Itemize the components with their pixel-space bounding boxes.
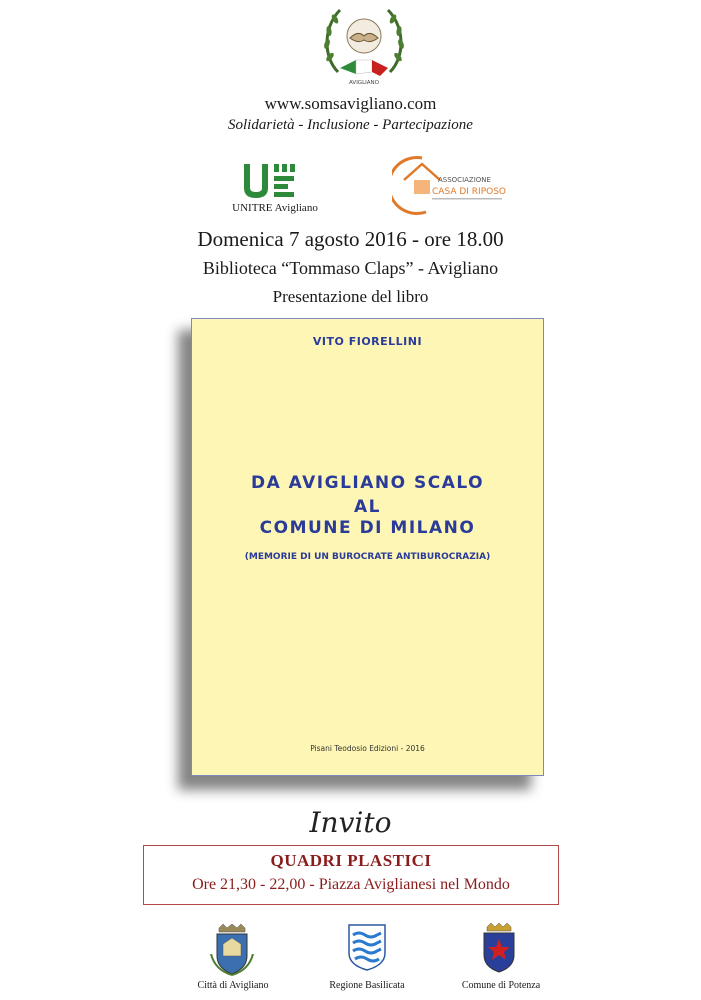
casa-di-riposo-logo-icon — [392, 150, 522, 218]
book-title-line: COMUNE DI MILANO — [259, 518, 476, 538]
program-box — [143, 845, 559, 905]
book-cover — [191, 318, 544, 776]
book-author: VITO FIORELLINI — [312, 335, 423, 348]
svg-text:CASA DI RIPOSO: CASA DI RIPOSO — [432, 187, 506, 197]
svg-text:AVIGLIANO: AVIGLIANO — [349, 80, 379, 86]
book-publisher: Pisani Teodosio Edizioni - 2016 — [310, 744, 425, 753]
basilicata-crest-icon — [345, 923, 389, 971]
website-link[interactable]: www.somsavigliano.com — [264, 94, 437, 113]
book-title-line: DA AVIGLIANO SCALO — [250, 473, 485, 493]
event-date: Domenica 7 agosto 2016 - ore 18.00 — [197, 227, 504, 251]
basilicata-caption: Regione Basilicata — [329, 980, 405, 991]
svg-text:ASSOCIAZIONE: ASSOCIAZIONE — [438, 176, 491, 184]
program-details: Ore 21,30 - 22,00 - Piazza Aviglianesi nel Mondo — [192, 876, 510, 893]
event-place: Biblioteca “Tommaso Claps” - Avigliano — [202, 258, 499, 278]
invito-heading: Invito — [309, 806, 392, 839]
potenza-caption: Comune di Potenza — [461, 980, 541, 991]
avigliano-crest-icon — [209, 924, 255, 976]
program-title: QUADRI PLASTICI — [270, 851, 432, 870]
unitre-caption: UNITRE Avigliano — [232, 202, 318, 214]
book-title-line: AL — [354, 497, 381, 517]
potenza-crest-icon — [479, 923, 519, 973]
soms-emblem-icon — [318, 2, 410, 88]
avigliano-caption: Città di Avigliano — [197, 980, 269, 991]
motto: Solidarietà - Inclusione - Partecipazione — [228, 117, 473, 133]
book-presentation-label: Presentazione del libro — [272, 287, 429, 306]
book-subtitle: (MEMORIE DI UN BUROCRATE ANTIBUROCRAZIA) — [244, 552, 491, 562]
